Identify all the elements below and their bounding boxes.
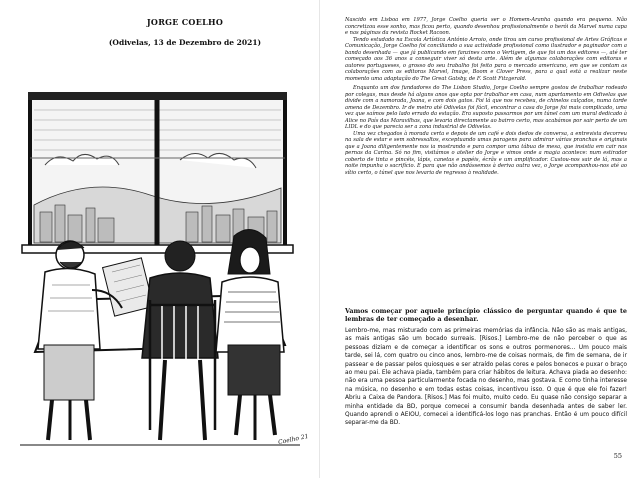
left-page [0, 0, 319, 478]
interview-answer: Lembro-me, mas misturado com as primeiras memórias da infância. Não são as mais antigas, as mais antigas são um bocado surreais. [Risos.] Lembro-me de não perceber o que as pessoas diziam e de começar a identificar os sons e outros pormenores… Um pouco mais tarde, sei lá, com quatro ou cinco anos, lembro-me de coisas normais, de fim de semana, de ir passear e de passar pelos quiosques e ser atraído pelas cores e pelos bonecos e puxar o braço ao meu pai. Ele achava piada, também para criar hábitos de leitura. Achava piada ao desenho: não era uma pessoa particularmente focada no desenho, mas gostava. E como tinha interesse na música, no desenho e em todas estas coisas, incentivou isso. O que é que ele foi fazer! Abriu a Caixa de Pandora. [Risos.] Mas foi muito, muito cedo. Eu quase não consigo separar a minha entidade da BD, porque comecei a consumir banda desenhada antes de saber ler. Quando aprendi o AEIOU, comecei a identificá-los logo nas pranchas. Então é um pouco difícil separar-me da BD. [345, 328, 627, 427]
artist-signature: Coelho 21 [277, 432, 310, 447]
intro-paragraph: Tendo estudado na Escola Artística António Arroio, onde tirou um curso profissional de Artes Gráficas e Comunicação, Jorge Coelho foi conciliando a sua actividade profissional como ilustrador e paginador com a banda desenhada — que já publicando em fanzines como o Vertigem, de que foi um dos editores —, até ter começado aos 36 anos a conseguir viver só desta arte. Além de algumas colaborações com editoras e autores portugueses, o grosso do seu trabalho foi feito para o mercado americano, em que se contam as colaborações com as editoras Marvel, Image, Boom e Clover Press, para a qual está a realizar neste momento uma adaptação do The Great Gatsby, de F. Scott Fitzgerald. [345, 36, 627, 82]
interview-title: JORGE COELHO [146, 17, 224, 27]
page-number: 55 [613, 452, 622, 460]
interview-illustration [0, 0, 319, 478]
right-page [320, 0, 639, 478]
intro-paragraph: Enquanto um dos fundadores do The Lisbon Studio, Jorge Coelho sempre gostou de trabalhar rodeado por colegas, mas desde há alguns anos que opta por trabalhar em casa, num apartamento em Odivelas que divide com a namorada, Joana, e com dois gatos. Foi lá que nos recebeu, de chinelos calçados, numa tarde amena de Dezembro. Ir de metro até Odivelas foi fácil, encontrar a casa do Jorge foi mais complicado, uma vez que saímos pelo lado errado da estação. Era suposto passarmos por um túnel com um mural dedicado à Alice no País das Maravilhas, que levaria directamente ao bairro certo, mas acabámos por sair perto de um LIDL e do que parecia ser a zona industrial de Odivelas. [345, 85, 627, 130]
interview-question: Vamos começar por aquele princípio clássico de perguntar quando é que te lembras de ter começado a desenhar. [345, 307, 627, 324]
intro-paragraph: Nascido em Lisboa em 1977, Jorge Coelho queria ser o Homem-Aranha quando era pequeno. Não concretizou esse sonho, mas ficou perto, quando desenhou profissionalmente o herói da Marvel numa capa e nas páginas da revista Rocket Racoon. [345, 17, 627, 36]
person-right [216, 229, 284, 435]
intro-text [345, 17, 627, 176]
person-center [142, 241, 218, 440]
interview-location-date: (Odivelas, 13 de Dezembro de 2021) [108, 38, 262, 47]
window [22, 92, 293, 253]
intro-paragraph: Uma vez chegados à morada certa e depois de um café e dois dedos de conversa, a entrevista decorreu na sala de estar e sem sobressaltos, exceptuando umas paragens para admirar várias pranchas e originais que a Joana diligentemente nos ia mostrando e para compor uma tábua de mesa, que insistia em cair nas pernas da Carina. Só no fim, visitámos o atelier do Jorge e vimos onde a magia acontece: num estirador coberto de tinta e pincéis, lápis, canetas e papéis, écrãs e um amplificador. Custou-nos sair de lá, mas a noite impunha o sacrifício. E para que não andássemos à deriva outra vez, o Jorge acompanhou-nos até ao sítio certo, o túnel que nos levaria de regresso à realidade. [345, 130, 627, 176]
